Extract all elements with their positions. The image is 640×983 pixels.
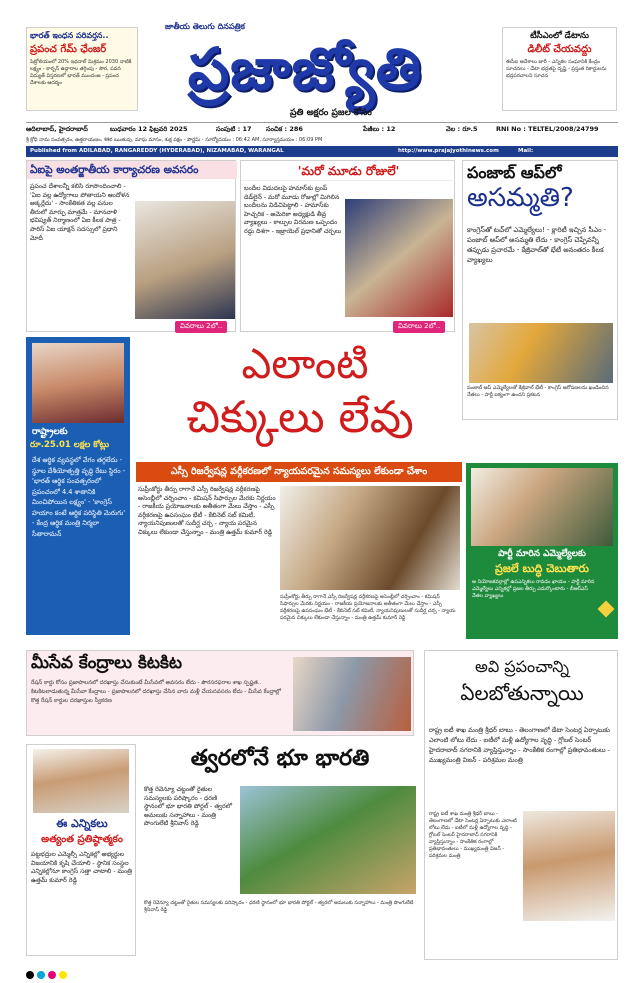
- print-color-bar: [26, 964, 618, 974]
- tagline: జాతీయ తెలుగు దినపత్రిక: [165, 22, 245, 31]
- nirmala-photo: [32, 343, 124, 423]
- right-teaser[interactable]: [502, 27, 617, 111]
- story-meeseva[interactable]: [26, 650, 414, 736]
- story-ai-world-headline-2: ఏలబోతున్నాయి: [460, 681, 584, 705]
- story-elections-headline: అత్యంత ప్రతిష్ఠాత్మకం: [41, 834, 123, 845]
- dateline-volume: సంపుటి : 17: [216, 125, 252, 133]
- dateline-pages: పేజీలు : 12: [363, 125, 396, 133]
- story-meeseva-body: రేషన్ కార్డు కోసం ప్రజాపాలనలో దరఖాస్తు చేసుకుంటే మీసేవలో అవసరం లేదు - పౌరసరఫరాల శాఖ స్పష్టత.. కిటకిటలాడుతున్న మీసేవా కేంద్రాలు - ప్రజాపాలనలో దరఖాస్తు చేసిన వారు మళ్లీ చేయనవసరం లేదు - మీసేవ కేంద్రాల్లో కొత్త రేషన్ కార్డుల దరఖాస్తుల స్వీకరణ: [31, 680, 282, 704]
- story-ai-action-body: ప్రపంచ దేశాలన్నీ కలిసి రూపొందించాలి - 'ఏఐ వల్ల ఉద్యోగాలు పోతాయని ఆందోళన అక్కర్లేదు' - సాంకేతికత వల్ల పనుల తీరులో మార్పు మాత్రమే - మానవాళి భవిష్యత్ నిర్మాణంలో ఏఐ కీలక పాత్ర - పారిస్ ఏఐ యాక్షన్ సదస్సులో ప్రధాని మోదీ: [30, 183, 130, 242]
- dateline-place: ఆదిలాబాద్, హైదరాబాద్: [26, 125, 88, 133]
- dateline-bar: [26, 122, 618, 134]
- story-nirmala-body: దేశ ఆర్థిక వ్యవస్థలో వేగం తగ్గలేదు - స్థూల దేశీయోత్పత్తి వృద్ధి రేటు స్థిరం - 'భారత్ ఆర్థిక సంవత్సరంలో ప్రపంచంలో 4.4 శాతానికి మించిపోయిన లక్ష్యం' - 'కాంగ్రెస్ హయాం కంటే ఆర్థిక పరిస్థితి మెరుగు' - కేంద్ర ఆర్థిక మంత్రి నిర్మలా సీతారామన్: [32, 456, 126, 538]
- story-trump-body: బందీల విడుదలపై హమాస్‌కు ట్రంప్ డెడ్‌లైన్ - మరో మూడు రోజుల్లో మిగిలిన బందీలను విడిచిపెట్టాలి - హమాస్‌కు హెచ్చరిక - అమెరికా అధ్యక్షుడి తీవ్ర వ్యాఖ్యలు - కాల్పుల విరమణ ఒప్పందం రద్దు దిశగా - ఇజ్రాయెల్ ప్రధానితో చర్చలు: [244, 185, 342, 235]
- mail-link[interactable]: Mail:: [518, 148, 534, 154]
- published-from: Published from ADILABAD, RANGAREDDY (HYDERABAD), NIZAMABAD, WARANGAL: [30, 148, 284, 154]
- banner-body: సుప్రీంకోర్టు తీర్పు రాగానే ఎస్సీ రిజర్వేషన్ల వర్గీకరణపై అసెంబ్లీలో చర్చించాం - కమిషన్ సిఫార్సుల మేరకు నిర్ణయం - రాజకీయ ప్రయోజనాలకు అతీతంగా మేలు చేస్తాం - ఎస్సీ వర్గీకరణపై ఉపసంఘం భేటీ - కేబినెట్ సబ్ కమిటీ, న్యాయనిపుణులతో సుదీర్ఘ చర్చ - న్యాయ పరమైన చిక్కులు లేకుండా చేస్తున్నాం - మంత్రి ఉత్తమ్ కుమార్ రెడ్డి: [138, 486, 276, 536]
- right-teaser-kicker: టీసీఎంలో డేటాను: [530, 31, 589, 41]
- story-punjab-headline-1: పంజాబ్ ఆప్‌లో: [467, 163, 562, 182]
- banner-body-cont: సుప్రీంకోర్టు తీర్పు రాగానే ఎస్సీ రిజర్వేషన్ల వర్గీకరణపై అసెంబ్లీలో చర్చించాం - కమిషన్ సిఫార్సుల మేరకు నిర్ణయం - రాజకీయ ప్రయోజనాలకు అతీతంగా మేలు చేస్తాం - ఎస్సీ వర్గీకరణపై ఉపసంఘం భేటీ - కేబినెట్ సబ్ కమిటీ, న్యాయనిపుణులతో సుదీర్ఘ చర్చ - న్యాయ పరమైన చిక్కులు లేకుండా చేస్తున్నాం - మంత్రి ఉత్తమ్ కుమార్ రెడ్డి: [280, 594, 456, 621]
- panchang: శ్రీ క్రోధి నామ సంవత్సరం, ఉత్తరాయణం, శిశిర ఋతువు, మాఘ మాసం, శుక్ల పక్షం - పౌర్ణమి - సూర్యోదయం : 06:42 AM, సూర్యాస్తమయం : 06:09 PM: [26, 137, 323, 143]
- story-ai-world-body-cont: రాష్ట్ర ఐటీ శాఖ మంత్రి శ్రీధర్ బాబు - తెలంగాణలో డేటా సెంటర్ల ఏర్పాటుకు ఎలాంటి లోటు లేదు - ఐటీలో మళ్లీ ఉద్యోగాల వృద్ధి - గ్లోబల్ సెంటర్ హైదరాబాద్ నగరానికి వ్యాప్తిస్తున్నాం - సాంకేతిక రంగాల్లో ప్రతిభావంతులు - ముఖ్యమంత్రి విజన్ - పరిశ్రమల మంత్రి: [429, 811, 517, 859]
- story-bhu-bharati-body: కొత్త రెవెన్యూ చట్టంతో రైతుల సమస్యలకు పరిష్కారం - ధరణి స్థానంలో భూ భారతి పోర్టల్ - త్వరలో అమలుకు సన్నాహాలు - మంత్రి పొంగులేటి శ్రీనివాస్ రెడ్డి: [144, 786, 233, 828]
- story-mla-body: ఆ నియోజకవర్గాల్లో ఉపఎన్నికలు రావడం ఖాయం - పార్టీ మారిన ఎమ్మెల్యేలు ఎన్నికల్లో ప్రజల తీర్పు ఎదుర్కొంటారు - బీఆర్ఎస్ నేతల వ్యాఖ్యలు: [472, 579, 595, 599]
- story-nirmala[interactable]: [26, 337, 130, 635]
- story-elections-kicker: ఈ ఎన్నికలు: [56, 817, 108, 830]
- story-meeseva-headline: మీసేవ కేంద్రాలు కిటకిట: [31, 653, 182, 673]
- meeseva-photo: [293, 657, 411, 731]
- dateline-rni: RNI No : TELTEL/2008/24799: [496, 125, 599, 133]
- dateline-issue: సంచిక : 286: [266, 125, 303, 133]
- story-trump-headline: 'మరో మూడు రోజులే': [241, 161, 456, 181]
- left-teaser-body: పెట్రోలియంలో 20% ఇథనాల్ మిశ్రమం 2030 నాటికి లక్ష్యం - కార్బన్ ఉద్గారాల తగ్గింపు - సౌర, పవన విద్యుత్ విస్తరణలో భారత్ ముందంజ - ప్రపంచ దేశాలకు ఆదర్శం: [30, 59, 132, 86]
- story-ai-world[interactable]: [424, 650, 618, 960]
- left-teaser-kicker: భారత్ ఇంధన పరివర్తన..: [30, 31, 109, 40]
- uttam-photo: [33, 749, 129, 813]
- story-elections-body: పట్టభద్రుల ఎమ్మెల్సీ ఎన్నికల్లో అభ్యర్థుల విజయానికి కృషి చేయాలి - స్థానిక సంస్థల ఎన్నికల్లోనూ కాంగ్రెస్ సత్తా చాటాలి - మంత్రి ఉత్తమ్ కుమార్ రెడ్డి: [31, 851, 132, 884]
- story-trump[interactable]: [240, 160, 455, 332]
- slogan: ప్రతి అక్షరం ప్రజల కోసం: [290, 108, 372, 118]
- masthead: [0, 0, 640, 168]
- story-bhu-bharati-headline: త్వరలోనే భూ భారతి: [190, 746, 370, 771]
- sridhar-babu-photo: [523, 811, 615, 921]
- dateline-price: వెల : రూ.5: [446, 125, 478, 133]
- story-ai-world-headline-1: అవి ప్రపంచాన్ని: [475, 657, 569, 676]
- website-link[interactable]: http://www.prajajyothinews.com: [398, 148, 499, 154]
- trump-photo: [345, 199, 453, 317]
- banner-line-2: చిక్కులు లేవు: [186, 392, 414, 443]
- story-mla-strap: పార్టీ మారిన ఎమ్మెల్యేలకు: [498, 549, 586, 559]
- story-ai-action-headline: ఏఐపై అంతర్జాతీయ కార్యాచరణ అవసరం: [27, 161, 237, 179]
- story-punjab-headline-2: అసమ్మతి?: [467, 183, 574, 213]
- right-teaser-body: ఈసీఐ ఆదేశాలు జారీ - ఎన్నికల సంఘానికి కేంద్రం సూచనలు - డేటా భద్రతపై దృష్టి - ప్రస్తుత రికార్డులను భద్రపరచాలని సూచన: [506, 59, 607, 79]
- published-bar: [26, 146, 618, 157]
- story-bhu-bharati-body-cont: కొత్త రెవెన్యూ చట్టంతో రైతుల సమస్యలకు పరిష్కారం - ధరణి స్థానంలో భూ భారతి పోర్టల్ - త్వరలో అమలుకు సన్నాహాలు - మంత్రి పొంగులేటి శ్రీనివాస్ రెడ్డి: [144, 900, 414, 913]
- story-elections[interactable]: [26, 744, 136, 956]
- story-punjab-body: కాంగ్రెస్‌తో టచ్‌లో ఎమ్మెల్యేలు! - క్లారిటీ ఇచ్చిన సీఎం - పంజాబ్ ఆప్‌లో అసమ్మతి లేదు - కాంగ్రెస్ చెప్పేవన్నీ తప్పుడు ప్రచారమే - కేజ్రీవాల్‌తో భేటీ అనంతరం కీలక వ్యాఖ్యలు: [467, 226, 607, 264]
- left-teaser-headline: ప్రపంచ గేమ్ ఛేంజర్: [30, 44, 107, 55]
- story-nirmala-kicker: రాష్ట్రాలకు: [32, 427, 68, 437]
- newspaper-logo: ప్రజాజ్యోతి: [187, 35, 423, 103]
- story-nirmala-amount: రూ.25.01 లక్షల కోట్లు: [30, 440, 110, 450]
- banner-strap: ఎస్సీ రిజర్వేషన్ల వర్గీకరణలో న్యాయపరమైన సమస్యలు లేకుండా చేశాం: [136, 462, 462, 482]
- story-mla[interactable]: [466, 463, 618, 639]
- story-bhu-bharati[interactable]: [140, 744, 420, 956]
- mla-photo: [471, 468, 613, 546]
- punjab-photo: [469, 323, 613, 383]
- story-punjab-caption: పంజాబ్ ఆప్ ఎమ్మెల్యేలతో కేజ్రీవాల్ భేటీ - కాంగ్రెస్ ఆరోపణలను ఖండించిన నేతలు - పార్టీ ఐక్యంగా ఉందని ప్రకటన: [467, 385, 609, 398]
- story-ai-action[interactable]: [26, 160, 236, 332]
- modi-photo: [135, 201, 235, 319]
- story-punjab[interactable]: [462, 160, 618, 420]
- left-teaser[interactable]: [26, 27, 138, 111]
- right-teaser-headline: డిలీట్ చేయవద్దు: [527, 44, 592, 55]
- banner-photo: [280, 486, 460, 590]
- story-ai-world-body: రాష్ట్ర ఐటీ శాఖ మంత్రి శ్రీధర్ బాబు - తెలంగాణలో డేటా సెంటర్ల ఏర్పాటుకు ఎలాంటి లోటు లేదు - ఐటీలో మళ్లీ ఉద్యోగాల వృద్ధి - గ్లోబల్ సెంటర్ హైదరాబాద్ నగరానికి వ్యాప్తిస్తున్నాం - సాంకేతిక రంగాల్లో ప్రతిభావంతులు - ముఖ్యమంత్రి విజన్ - పరిశ్రమల మంత్రి: [429, 726, 610, 764]
- story-trump-more[interactable]: వివరాలు 2లో..: [393, 321, 445, 333]
- story-mla-headline: ప్రజలే బుద్ధి చెబుతారు: [495, 562, 589, 575]
- bhu-bharati-photo: [240, 786, 416, 894]
- story-ai-action-more[interactable]: వివరాలు 2లో..: [175, 321, 227, 333]
- mla-ad-icon: [598, 601, 615, 618]
- banner-line-1: ఎలాంటి: [241, 339, 369, 388]
- dateline-date: బుధవారం 12 ఫిబ్రవరి 2025: [110, 125, 188, 133]
